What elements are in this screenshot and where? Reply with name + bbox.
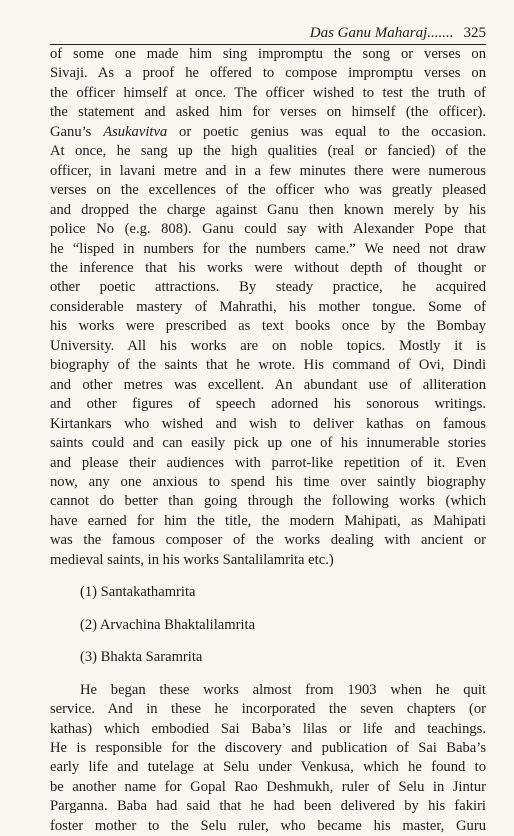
works-list bbox=[50, 583, 486, 667]
text-line: and other metres was excellent. An abundant use of alliteration bbox=[50, 376, 486, 393]
text-line: the statement and asked him for verses on himself (the officer). bbox=[50, 104, 486, 121]
text-line: biography of the saints that he wrote. His command of Ovi, Dindi bbox=[50, 357, 486, 374]
text-line: be another name for Gopal Rao Deshmukh, ruler of Selu in Jintur bbox=[50, 778, 486, 795]
running-title: Das Ganu Maharaj....... bbox=[309, 25, 454, 41]
text-line: other poetic attractions. By steady practice, he acquired bbox=[50, 279, 486, 296]
text-line: Parganna. Baba had said that he had been delivered by his fakiri bbox=[50, 798, 486, 815]
text-line: and dropped the charge against Ganu then known merely by his bbox=[50, 201, 486, 218]
text-line: police No (e.g. 808). Ganu could say with Alexander Pope that bbox=[50, 221, 486, 238]
text-line: Sivaji. As a proof he offered to compose impromptu verses on bbox=[50, 65, 486, 82]
paragraph-2 bbox=[50, 681, 486, 836]
text-line: have earned for him the title, the modern Mahipati, as Mahipati bbox=[50, 512, 486, 529]
text-line: the inference that his works were without depth of thought or bbox=[50, 259, 486, 276]
text-line: and other figures of speech adorned his sonorous writings. bbox=[50, 396, 486, 413]
list-item: (2) Arvachina Bhaktalilamrita bbox=[80, 616, 256, 633]
text-line: he “lisped in numbers for the numbers came.” We need not draw bbox=[50, 240, 486, 257]
text-line: kathas) which embodied Sai Baba’s lilas or life and teachings. bbox=[50, 720, 486, 737]
text-line: officer, in lavani metre and in a few minutes there were numerous bbox=[50, 162, 486, 179]
page-body bbox=[50, 45, 486, 836]
text-line: the officer himself at once. The officer wished to test the truth of bbox=[50, 84, 486, 101]
paragraph-1 bbox=[50, 45, 486, 570]
text-line: verses on the excellences of the officer who was greatly pleased bbox=[50, 182, 486, 199]
text-line: He began these works almost from 1903 when he quit bbox=[80, 681, 486, 698]
text-line: Kirtankars who wished and wish to deliver kathas on famous bbox=[50, 415, 486, 432]
text-line: At once, he sang up the high qualities (real or fancied) of the bbox=[50, 143, 486, 160]
text-line: early life and tutelage at Selu under Venkusa, which he found to bbox=[50, 759, 486, 776]
text-line: of some one made him sing impromptu the song or verses on bbox=[50, 46, 486, 62]
text-line: University. All his works are on noble topics. Mostly it is bbox=[50, 337, 486, 354]
running-header bbox=[50, 18, 486, 45]
list-item: (3) Bhakta Saramrita bbox=[80, 649, 203, 666]
text-line: cannot do better than going through the following works (which bbox=[50, 493, 486, 510]
text-line: service. And in these he incorporated the seven chapters (or bbox=[50, 701, 486, 718]
text-line: his works were prescribed as text books once by the Bombay bbox=[50, 318, 486, 335]
text-line: and please their audiences with parrot-like repetition of it. Even bbox=[50, 454, 486, 471]
text-line: now, any one anxious to spend his time over saintly biography bbox=[50, 473, 486, 490]
text-line: saints could and can easily pick up one of his innumerable stories bbox=[50, 435, 486, 452]
text-line: was the famous composer of the works dealing with ancient or bbox=[50, 532, 486, 549]
page-number: 325 bbox=[463, 25, 486, 41]
text-line: foster mother to the Selu ruler, who became his master, Guru bbox=[50, 817, 486, 834]
list-item: (1) Santakathamrita bbox=[80, 584, 196, 601]
text-line: considerable mastery of Mahrathi, his mother tongue. Some of bbox=[50, 298, 486, 315]
text-line: He is responsible for the discovery and publication of Sai Baba’s bbox=[50, 739, 486, 756]
text-line: Ganu’s Asukavitva or poetic genius was equal to the occasion. bbox=[50, 123, 486, 140]
text-line: medieval saints, in his works Santalilamrita etc.) bbox=[50, 551, 334, 568]
